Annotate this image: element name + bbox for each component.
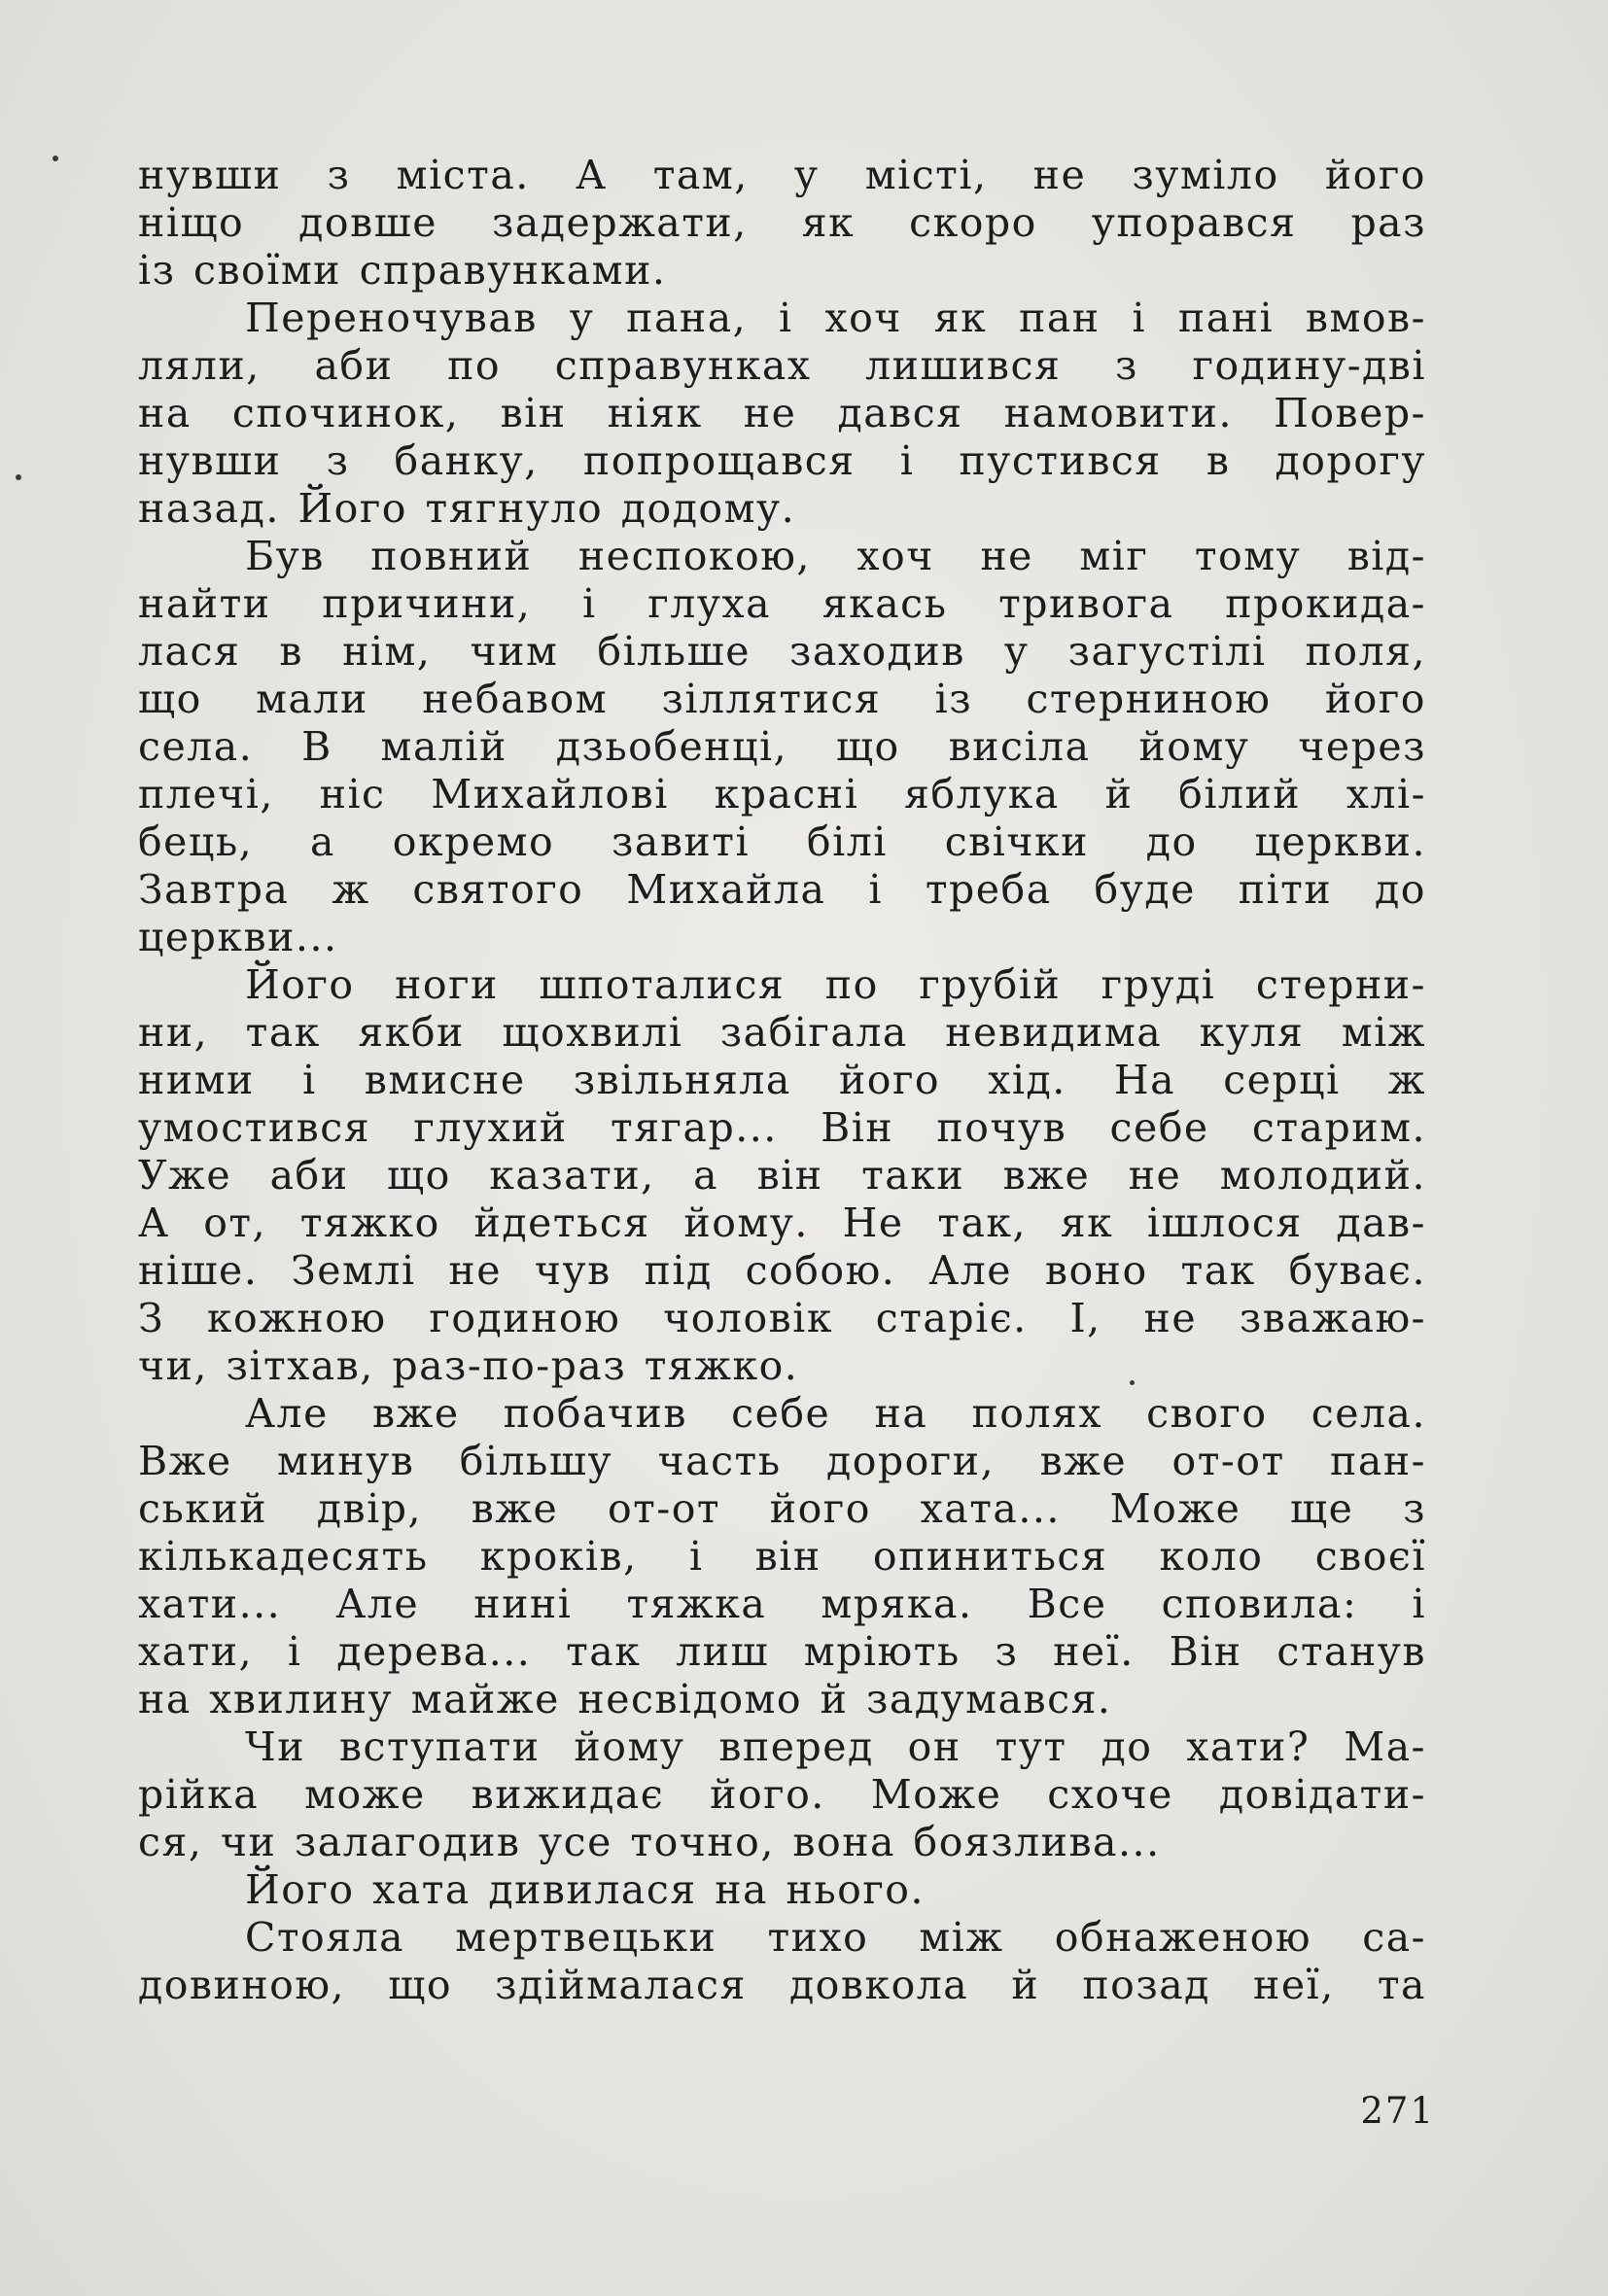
page-number: 271 (1360, 2090, 1435, 2132)
text-line: Але вже побачив себе на полях свого села. (245, 1390, 1426, 1437)
text-line: хати, і дерева... так лиш мріють з неї. Він станув (138, 1628, 1426, 1675)
text-line: із своїми справунками. (138, 247, 667, 294)
text-line: що мали небавом зіллятися із стерниною його (138, 676, 1426, 722)
text-line: нувши з банку, попрощався і пустився в дорогу (138, 437, 1426, 484)
text-line: З кожною годиною чоловік старіє. І, не зважаю- (138, 1295, 1426, 1341)
text-line: умостився глухий тягар... Він почув себе старим. (138, 1104, 1426, 1151)
text-line: Переночував у пана, і хоч як пан і пані вмов- (245, 295, 1426, 341)
text-line: Був повний неспокою, хоч не міг тому від- (245, 533, 1426, 579)
text-line: церкви... (138, 914, 338, 960)
text-line: назад. Його тягнуло додому. (138, 485, 796, 532)
text-line: Його хата дивилася на нього. (245, 1866, 926, 1913)
text-line: на хвилину майже несвідомо й задумався. (138, 1676, 1112, 1722)
text-line: ський двір, вже от-от його хата... Може ще з (138, 1485, 1426, 1532)
text-line: А от, тяжко йдеться йому. Не так, як ішлося дав- (138, 1200, 1426, 1246)
text-line: рійка може вижидає його. Може схоче довідати- (138, 1771, 1426, 1818)
text-line: ни, так якби щохвилі забігала невидима куля між (138, 1009, 1426, 1056)
text-line: плечі, ніс Михайлові красні яблука й білий хлі- (138, 771, 1426, 818)
text-line: Чи вступати йому вперед он тут до хати? Ма- (245, 1723, 1426, 1770)
text-line: ся, чи залагодив усе точно, вона боязлива... (138, 1819, 1161, 1865)
print-speck (16, 474, 21, 480)
text-line: кількадесять кроків, і він опиниться коло своєї (138, 1533, 1426, 1580)
text-line: хати... Але нині тяжка мряка. Все сповила: і (138, 1581, 1426, 1627)
text-line: Стояла мертвецьки тихо між обнаженою са- (245, 1914, 1426, 1961)
body-text (138, 152, 1426, 2009)
text-line: Його ноги шпоталися по грубій груді стерни- (245, 961, 1426, 1008)
text-line: Уже аби що казати, а він таки вже не молодий. (138, 1152, 1426, 1199)
text-line: села. В малій дзьобенці, що висіла йому через (138, 723, 1426, 770)
text-line: Завтра ж святого Михайла і треба буде піти до (138, 866, 1426, 913)
print-speck (52, 156, 58, 161)
text-line: ними і вмисне звільняла його хід. На серці ж (138, 1057, 1426, 1103)
text-line: ніщо довше задержати, як скоро упорався раз (138, 199, 1426, 246)
text-line: нувши з міста. А там, у місті, не зуміло його (138, 152, 1426, 198)
text-line: на спочинок, він ніяк не дався намовити. Повер- (138, 390, 1426, 436)
text-line: чи, зітхав, раз-по-раз тяжко. (138, 1342, 799, 1389)
text-line: найти причини, і глуха якась тривога прокида- (138, 580, 1426, 627)
text-line: ляли, аби по справунках лишився з годину-дві (138, 342, 1426, 389)
text-line: лася в нім, чим більше заходив у загустілі поля, (138, 628, 1426, 675)
text-line: довиною, що здіймалася довкола й позад неї, та (138, 1962, 1426, 2008)
text-line: ніше. Землі не чув під собою. Але воно так буває. (138, 1247, 1426, 1294)
text-line: Вже минув більшу часть дороги, вже от-от пан- (138, 1438, 1426, 1484)
text-line: бець, а окремо завиті білі свічки до церкви. (138, 818, 1426, 865)
